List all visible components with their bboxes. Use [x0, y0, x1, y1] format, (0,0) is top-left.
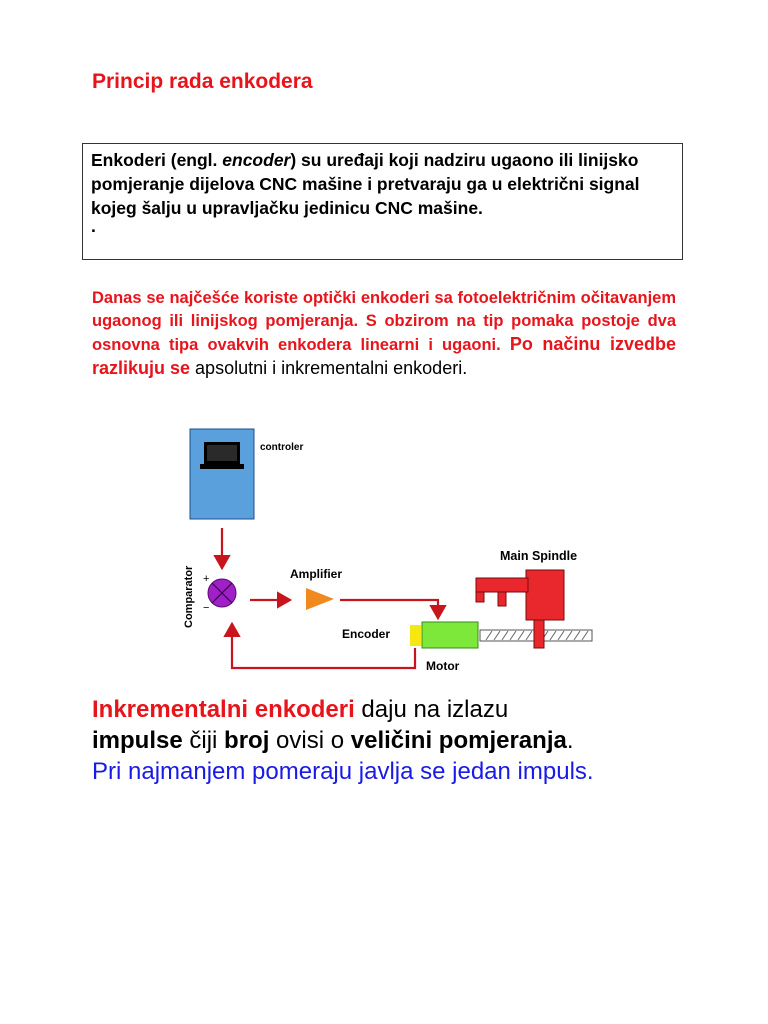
- encoder-label: Encoder: [342, 627, 391, 641]
- laptop-icon: [200, 442, 244, 469]
- incremental-period: .: [566, 727, 574, 754]
- incremental-term: Inkrementalni enkoderi: [92, 696, 355, 723]
- motor-body: [422, 622, 478, 648]
- incremental-text-2: čiji: [182, 727, 225, 754]
- impulse-period: .: [586, 758, 594, 785]
- intro-text-1: Danas se najčešće koriste optički enkoderi sa fotoelektričnim očitavanjem ugaonog ili linijskog pomjeranja. S obzirom na tip pomaka postoje dva osnovna tipa ovakvih enkodera linearni i ugaoni.: [92, 289, 676, 354]
- incremental-text-1: daju na izlazu: [354, 696, 509, 723]
- definition-text-1: Enkoderi (engl.: [91, 150, 223, 170]
- intro-text-2: Po načinu izvedbe razlikuju se: [92, 334, 676, 378]
- impulse-sentence: Pri najmanjem pomeraju javlja se jedan impuls: [92, 758, 587, 785]
- amp-to-motor-arrow: [340, 600, 438, 618]
- definition-text-2: ) su uređaji koji nadziru ugaono ili linijsko pomjeranje dijelova CNC mašine i pretvaraju ga u električni signal kojeg šalju u upravljačku jedinicu CNC mašine.: [91, 150, 640, 218]
- amplifier-label: Amplifier: [290, 567, 343, 581]
- incremental-paragraph: [92, 694, 692, 787]
- encoder-disk: [410, 625, 421, 646]
- intro-text-3: apsolutni i inkrementalni enkoderi.: [190, 358, 468, 378]
- incremental-text-3: ovisi o: [269, 727, 351, 754]
- main-spindle-label: Main Spindle: [500, 549, 578, 563]
- encoder-diagram: [170, 420, 610, 680]
- intro-paragraph: [92, 287, 676, 381]
- controller-unit: [190, 429, 254, 519]
- definition-dot: .: [91, 216, 96, 236]
- comparator-label: Comparator: [183, 565, 195, 628]
- motor-label: Motor: [426, 659, 460, 673]
- impulse-term: impulse: [92, 727, 183, 754]
- definition-term: encoder: [222, 150, 291, 170]
- amplifier-symbol: [306, 588, 334, 610]
- displacement-term: veličini pomjeranja: [350, 727, 567, 754]
- definition-box: [82, 143, 683, 260]
- comparator-minus: −: [203, 602, 210, 614]
- count-term: broj: [224, 727, 270, 754]
- comparator-plus: +: [203, 573, 210, 585]
- page-title: Princip rada enkodera: [92, 70, 313, 93]
- controller-label: controler: [260, 442, 304, 453]
